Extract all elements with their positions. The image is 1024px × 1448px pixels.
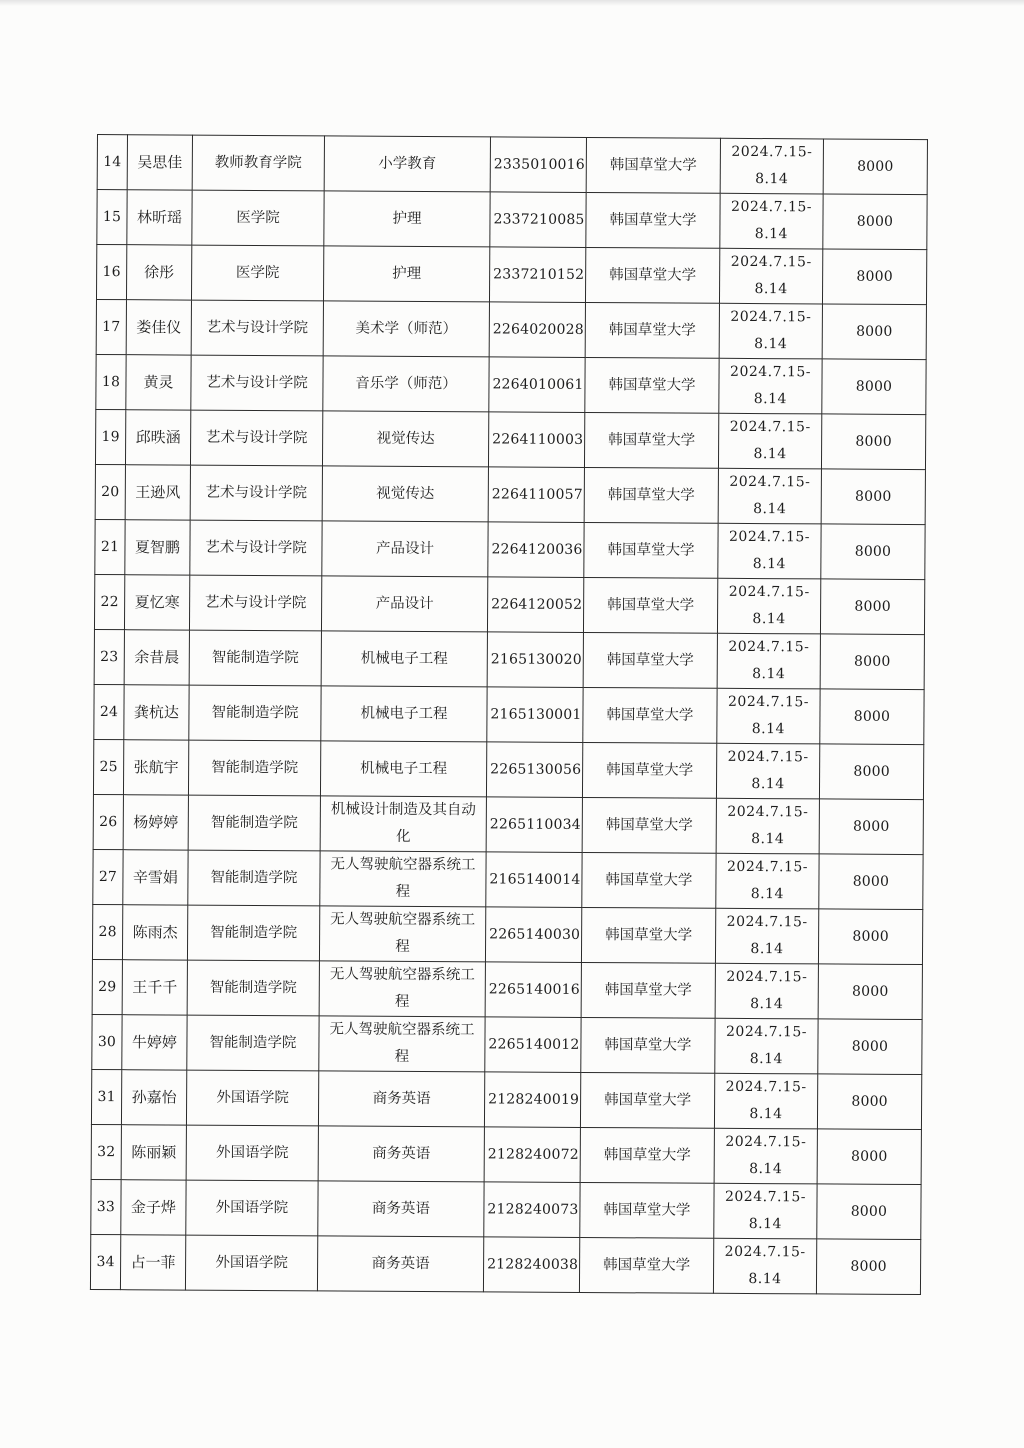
exchange-period-cell: 2024.7.15-8.14 bbox=[718, 523, 821, 579]
major-name-cell: 无人驾驶航空器系统工程 bbox=[319, 1016, 485, 1072]
major-name-cell: 商务英语 bbox=[318, 1126, 484, 1182]
table-row bbox=[92, 959, 922, 1019]
college-name-cell: 智能制造学院 bbox=[188, 850, 320, 906]
student-id-cell: 2265110034 bbox=[486, 797, 582, 853]
student-name-cell: 王千千 bbox=[122, 960, 187, 1015]
row-number-cell: 24 bbox=[94, 684, 124, 739]
amount-cell: 8000 bbox=[821, 524, 925, 580]
exchange-period-cell: 2024.7.15-8.14 bbox=[719, 303, 822, 359]
exchange-period-cell: 2024.7.15-8.14 bbox=[715, 1018, 818, 1074]
major-name-cell: 视觉传达 bbox=[322, 466, 488, 522]
exchange-period-cell: 2024.7.15-8.14 bbox=[719, 358, 822, 414]
table-row bbox=[95, 519, 925, 579]
student-id-cell: 2265140012 bbox=[485, 1017, 581, 1073]
amount-cell: 8000 bbox=[818, 1019, 922, 1075]
college-name-cell: 外国语学院 bbox=[186, 1180, 318, 1236]
student-name-cell: 邱昳涵 bbox=[125, 410, 190, 465]
exchange-period-cell: 2024.7.15-8.14 bbox=[718, 468, 821, 524]
amount-cell: 8000 bbox=[820, 634, 924, 690]
amount-cell: 8000 bbox=[821, 414, 925, 470]
table-row bbox=[93, 794, 923, 854]
student-id-cell: 2165130001 bbox=[487, 687, 583, 743]
student-id-cell: 2128240072 bbox=[484, 1127, 580, 1183]
table-row bbox=[91, 1069, 921, 1129]
major-name-cell: 无人驾驶航空器系统工程 bbox=[319, 961, 485, 1017]
student-name-cell: 金子烨 bbox=[121, 1180, 186, 1235]
major-name-cell: 机械电子工程 bbox=[321, 631, 487, 687]
college-name-cell: 外国语学院 bbox=[186, 1070, 318, 1126]
student-id-cell: 2165140014 bbox=[486, 852, 582, 908]
student-id-cell: 2337210085 bbox=[490, 192, 586, 248]
exchange-period-cell: 2024.7.15-8.14 bbox=[715, 908, 818, 964]
college-name-cell: 智能制造学院 bbox=[187, 960, 319, 1016]
student-name-cell: 龚杭达 bbox=[124, 685, 189, 740]
student-id-cell: 2265140016 bbox=[485, 962, 581, 1018]
exchange-period-cell: 2024.7.15-8.14 bbox=[717, 578, 820, 634]
student-name-cell: 娄佳仪 bbox=[126, 300, 191, 355]
student-name-cell: 孙嘉怡 bbox=[121, 1070, 186, 1125]
university-name-cell: 韩国草堂大学 bbox=[585, 247, 719, 303]
table-row bbox=[96, 299, 926, 359]
amount-cell: 8000 bbox=[817, 1074, 921, 1130]
exchange-period-cell: 2024.7.15-8.14 bbox=[716, 743, 819, 799]
row-number-cell: 26 bbox=[93, 794, 123, 849]
university-name-cell: 韩国草堂大学 bbox=[581, 962, 715, 1018]
amount-cell: 8000 bbox=[816, 1239, 920, 1295]
college-name-cell: 艺术与设计学院 bbox=[190, 465, 322, 521]
amount-cell: 8000 bbox=[820, 689, 924, 745]
table-row bbox=[93, 849, 923, 909]
college-name-cell: 外国语学院 bbox=[186, 1125, 318, 1181]
student-name-cell: 吴思佳 bbox=[127, 135, 192, 190]
table-row bbox=[93, 739, 923, 799]
university-name-cell: 韩国草堂大学 bbox=[581, 907, 715, 963]
student-id-cell: 2128240073 bbox=[484, 1182, 580, 1238]
university-name-cell: 韩国草堂大学 bbox=[584, 412, 718, 468]
university-name-cell: 韩国草堂大学 bbox=[583, 577, 717, 633]
row-number-cell: 20 bbox=[95, 464, 125, 519]
student-id-cell: 2264120036 bbox=[488, 522, 584, 578]
university-name-cell: 韩国草堂大学 bbox=[584, 467, 718, 523]
row-number-cell: 30 bbox=[92, 1014, 122, 1069]
table-row bbox=[94, 684, 924, 744]
student-name-cell: 林昕瑶 bbox=[127, 190, 192, 245]
amount-cell: 8000 bbox=[820, 579, 924, 635]
major-name-cell: 机械电子工程 bbox=[320, 741, 486, 797]
exchange-period-cell: 2024.7.15-8.14 bbox=[717, 688, 820, 744]
table-row bbox=[97, 135, 927, 195]
student-id-cell: 2165130020 bbox=[487, 632, 583, 688]
row-number-cell: 19 bbox=[95, 409, 125, 464]
exchange-period-cell: 2024.7.15-8.14 bbox=[714, 1128, 817, 1184]
scan-edge bbox=[0, 0, 1024, 6]
college-name-cell: 智能制造学院 bbox=[188, 795, 320, 851]
university-name-cell: 韩国草堂大学 bbox=[585, 302, 719, 358]
college-name-cell: 艺术与设计学院 bbox=[191, 355, 323, 411]
exchange-period-cell: 2024.7.15-8.14 bbox=[715, 963, 818, 1019]
table-row bbox=[97, 190, 927, 250]
amount-cell: 8000 bbox=[823, 139, 927, 195]
university-name-cell: 韩国草堂大学 bbox=[579, 1237, 713, 1293]
major-name-cell: 护理 bbox=[324, 191, 490, 247]
college-name-cell: 医学院 bbox=[192, 190, 324, 246]
amount-cell: 8000 bbox=[817, 1129, 921, 1185]
exchange-period-cell: 2024.7.15-8.14 bbox=[714, 1073, 817, 1129]
row-number-cell: 29 bbox=[92, 959, 122, 1014]
student-name-cell: 黄灵 bbox=[126, 355, 191, 410]
student-id-cell: 2337210152 bbox=[489, 247, 585, 303]
table-row bbox=[92, 1014, 922, 1074]
major-name-cell: 商务英语 bbox=[318, 1071, 484, 1127]
row-number-cell: 23 bbox=[94, 629, 124, 684]
table-row bbox=[95, 409, 925, 469]
row-number-cell: 31 bbox=[91, 1069, 121, 1124]
amount-cell: 8000 bbox=[819, 744, 923, 800]
student-name-cell: 辛雪娟 bbox=[123, 850, 188, 905]
student-name-cell: 陈雨杰 bbox=[122, 905, 187, 960]
university-name-cell: 韩国草堂大学 bbox=[585, 357, 719, 413]
university-name-cell: 韩国草堂大学 bbox=[580, 1127, 714, 1183]
student-id-cell: 2264010061 bbox=[489, 357, 585, 413]
table-row bbox=[95, 464, 925, 524]
row-number-cell: 25 bbox=[93, 739, 123, 794]
university-name-cell: 韩国草堂大学 bbox=[586, 192, 720, 248]
university-name-cell: 韩国草堂大学 bbox=[582, 742, 716, 798]
major-name-cell: 无人驾驶航空器系统工程 bbox=[319, 906, 485, 962]
college-name-cell: 外国语学院 bbox=[185, 1235, 317, 1291]
table-row bbox=[94, 629, 924, 689]
table-row bbox=[92, 904, 922, 964]
student-id-cell: 2264110003 bbox=[488, 412, 584, 468]
row-number-cell: 22 bbox=[94, 574, 124, 629]
exchange-period-cell: 2024.7.15-8.14 bbox=[720, 138, 823, 194]
amount-cell: 8000 bbox=[821, 469, 925, 525]
student-id-cell: 2264110057 bbox=[488, 467, 584, 523]
college-name-cell: 艺术与设计学院 bbox=[189, 575, 321, 631]
major-name-cell: 美术学（师范） bbox=[323, 301, 489, 357]
student-name-cell: 陈丽颖 bbox=[121, 1125, 186, 1180]
amount-cell: 8000 bbox=[818, 964, 922, 1020]
amount-cell: 8000 bbox=[819, 854, 923, 910]
student-name-cell: 牛婷婷 bbox=[122, 1015, 187, 1070]
university-name-cell: 韩国草堂大学 bbox=[581, 1017, 715, 1073]
row-number-cell: 14 bbox=[97, 135, 127, 190]
student-list-table bbox=[90, 134, 928, 1295]
student-name-cell: 余昔晨 bbox=[124, 630, 189, 685]
student-name-cell: 杨婷婷 bbox=[123, 795, 188, 850]
row-number-cell: 17 bbox=[96, 299, 126, 354]
student-id-cell: 2128240019 bbox=[484, 1072, 580, 1128]
student-name-cell: 占一菲 bbox=[120, 1235, 185, 1290]
row-number-cell: 27 bbox=[93, 849, 123, 904]
row-number-cell: 33 bbox=[91, 1179, 121, 1234]
university-name-cell: 韩国草堂大学 bbox=[586, 137, 720, 193]
college-name-cell: 医学院 bbox=[191, 245, 323, 301]
college-name-cell: 艺术与设计学院 bbox=[191, 300, 323, 356]
exchange-period-cell: 2024.7.15-8.14 bbox=[718, 413, 821, 469]
row-number-cell: 16 bbox=[96, 245, 126, 300]
exchange-period-cell: 2024.7.15-8.14 bbox=[720, 193, 823, 249]
student-name-cell: 夏忆寒 bbox=[124, 575, 189, 630]
major-name-cell: 机械设计制造及其自动化 bbox=[320, 796, 486, 852]
amount-cell: 8000 bbox=[822, 304, 926, 360]
exchange-period-cell: 2024.7.15-8.14 bbox=[717, 633, 820, 689]
row-number-cell: 18 bbox=[96, 354, 126, 409]
major-name-cell: 无人驾驶航空器系统工程 bbox=[320, 851, 486, 907]
major-name-cell: 视觉传达 bbox=[322, 411, 488, 467]
major-name-cell: 护理 bbox=[323, 246, 489, 302]
row-number-cell: 21 bbox=[95, 519, 125, 574]
table-row bbox=[96, 245, 926, 305]
amount-cell: 8000 bbox=[818, 909, 922, 965]
amount-cell: 8000 bbox=[817, 1184, 921, 1240]
major-name-cell: 小学教育 bbox=[324, 136, 490, 192]
exchange-period-cell: 2024.7.15-8.14 bbox=[713, 1238, 816, 1294]
amount-cell: 8000 bbox=[823, 194, 927, 250]
major-name-cell: 产品设计 bbox=[321, 576, 487, 632]
row-number-cell: 34 bbox=[90, 1234, 120, 1289]
major-name-cell: 产品设计 bbox=[322, 521, 488, 577]
exchange-period-cell: 2024.7.15-8.14 bbox=[719, 248, 822, 304]
university-name-cell: 韩国草堂大学 bbox=[583, 632, 717, 688]
row-number-cell: 15 bbox=[97, 190, 127, 245]
amount-cell: 8000 bbox=[822, 249, 926, 305]
student-name-cell: 王逊风 bbox=[125, 465, 190, 520]
table-row bbox=[90, 1234, 920, 1294]
major-name-cell: 商务英语 bbox=[317, 1236, 483, 1292]
student-name-cell: 夏智鹏 bbox=[125, 520, 190, 575]
table-body bbox=[90, 135, 927, 1295]
college-name-cell: 智能制造学院 bbox=[187, 905, 319, 961]
college-name-cell: 智能制造学院 bbox=[188, 740, 320, 796]
college-name-cell: 艺术与设计学院 bbox=[190, 520, 322, 576]
student-name-cell: 张航宇 bbox=[123, 740, 188, 795]
college-name-cell: 智能制造学院 bbox=[187, 1015, 319, 1071]
major-name-cell: 机械电子工程 bbox=[321, 686, 487, 742]
student-id-cell: 2265140030 bbox=[485, 907, 581, 963]
university-name-cell: 韩国草堂大学 bbox=[582, 852, 716, 908]
exchange-period-cell: 2024.7.15-8.14 bbox=[716, 798, 819, 854]
table-row bbox=[96, 354, 926, 414]
table-row bbox=[94, 574, 924, 634]
college-name-cell: 艺术与设计学院 bbox=[190, 410, 322, 466]
university-name-cell: 韩国草堂大学 bbox=[582, 797, 716, 853]
exchange-period-cell: 2024.7.15-8.14 bbox=[716, 853, 819, 909]
student-id-cell: 2264120052 bbox=[487, 577, 583, 633]
college-name-cell: 教师教育学院 bbox=[192, 135, 324, 191]
university-name-cell: 韩国草堂大学 bbox=[584, 522, 718, 578]
student-id-cell: 2128240038 bbox=[483, 1237, 579, 1293]
student-id-cell: 2335010016 bbox=[490, 137, 586, 193]
row-number-cell: 32 bbox=[91, 1124, 121, 1179]
exchange-period-cell: 2024.7.15-8.14 bbox=[714, 1183, 817, 1239]
major-name-cell: 商务英语 bbox=[318, 1181, 484, 1237]
table-row bbox=[91, 1124, 921, 1184]
university-name-cell: 韩国草堂大学 bbox=[583, 687, 717, 743]
university-name-cell: 韩国草堂大学 bbox=[580, 1182, 714, 1238]
student-id-cell: 2265130056 bbox=[486, 742, 582, 798]
amount-cell: 8000 bbox=[819, 799, 923, 855]
table-row bbox=[91, 1179, 921, 1239]
amount-cell: 8000 bbox=[822, 359, 926, 415]
student-name-cell: 徐彤 bbox=[126, 245, 191, 300]
college-name-cell: 智能制造学院 bbox=[189, 630, 321, 686]
college-name-cell: 智能制造学院 bbox=[189, 685, 321, 741]
university-name-cell: 韩国草堂大学 bbox=[580, 1072, 714, 1128]
row-number-cell: 28 bbox=[92, 904, 122, 959]
student-id-cell: 2264020028 bbox=[489, 302, 585, 358]
major-name-cell: 音乐学（师范） bbox=[323, 356, 489, 412]
